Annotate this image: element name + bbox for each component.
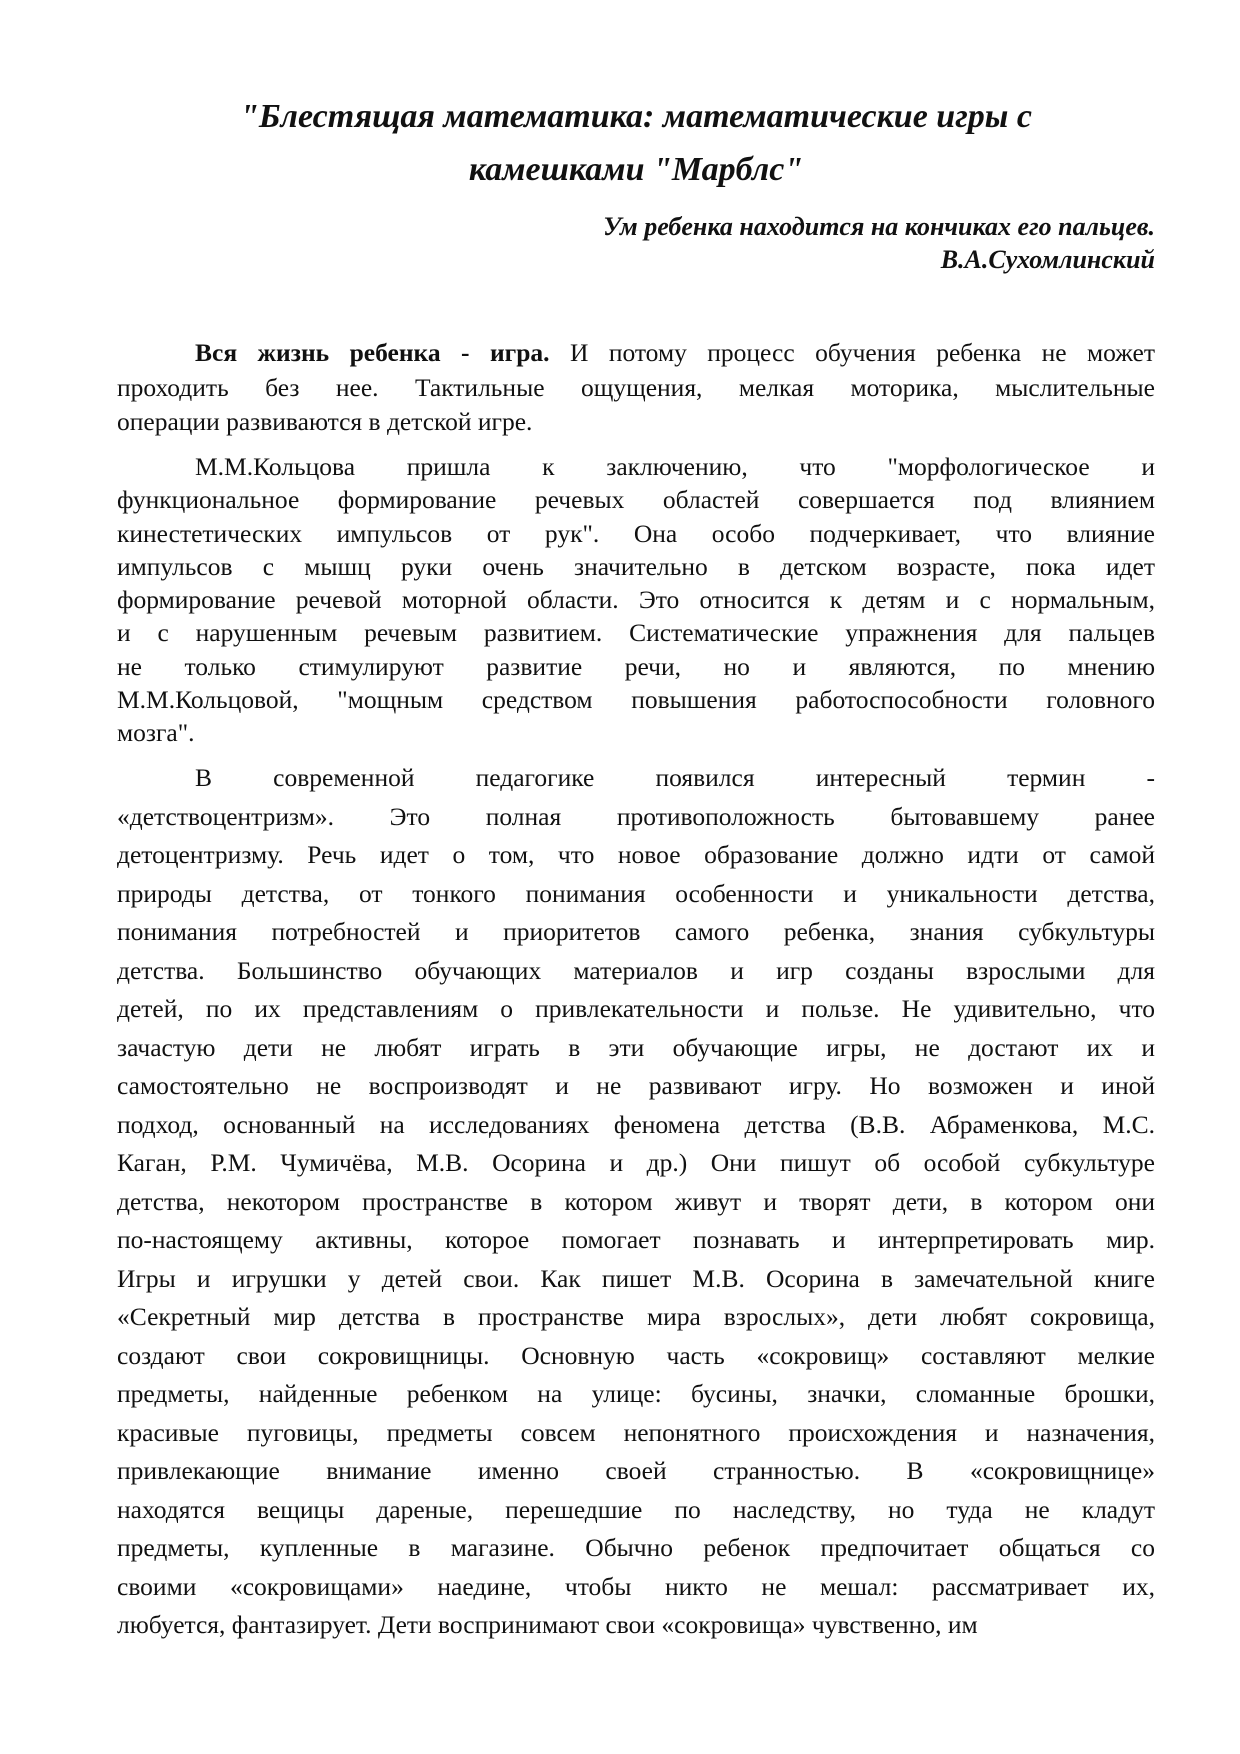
line-text: не только стимулируют развитие речи, но и являются, по мнению: [117, 651, 1155, 681]
text-line: [117, 1298, 1155, 1337]
bold-lead-text: Вся жизнь ребенка - игра.: [195, 338, 550, 367]
line-text: подход, основанный на исследованиях феномена детства (В.В. Абраменкова, М.С.: [117, 1109, 1155, 1139]
line-text: своими «сокровищами» наедине, чтобы никто не мешал: рассматривает их,: [117, 1571, 1155, 1601]
text-line: [117, 875, 1155, 914]
line-text: предметы, купленные в магазине. Обычно ребенок предпочитает общаться со: [117, 1533, 1155, 1562]
text-line: [117, 836, 1155, 875]
line-text: «детствоцентризм». Это полная противоположность бытовавшему ранее: [117, 801, 1155, 831]
text-line: [117, 405, 1155, 440]
text-line: [117, 583, 1155, 616]
line-text: по-настоящему активны, которое помогает познавать и интерпретировать мир.: [117, 1225, 1155, 1254]
line-text: любуется, фантазирует. Дети воспринимают свои «сокровища» чувственно, им: [117, 1610, 978, 1639]
document-title: [117, 90, 1155, 196]
text-line: [117, 517, 1155, 550]
text-line: [117, 1221, 1155, 1260]
line-text: И потому процесс обучения ребенка не может: [549, 338, 1156, 367]
line-text: детства, некотором пространстве в котором живут и творят дети, в котором они: [117, 1186, 1155, 1216]
text-line: [117, 1144, 1155, 1183]
text-line: [117, 1414, 1155, 1453]
text-line: [117, 1106, 1155, 1145]
title-line-2: камешками "Марблс": [468, 151, 804, 188]
epigraph-author: В.А.Сухомлинский: [940, 245, 1155, 274]
text-line: [117, 1375, 1155, 1414]
line-text: Каган, Р.М. Чумичёва, М.В. Осорина и др.) Они пишут об особой субкультуре: [117, 1148, 1155, 1177]
paragraph-3: [117, 759, 1155, 1645]
paragraph-1: [117, 336, 1155, 440]
text-line: [117, 550, 1155, 583]
line-text: понимания потребностей и приоритетов самого ребенка, знания субкультуры: [117, 917, 1155, 946]
text-line: [117, 1337, 1155, 1376]
line-text: операции развиваются в детской игре.: [117, 407, 533, 437]
line-text: и с нарушенным речевым развитием. Систематические упражнения для пальцев: [117, 618, 1155, 648]
line-text: «Секретный мир детства в пространстве мира взрослых», дети любят сокровища,: [117, 1302, 1155, 1331]
line-text: кинестетических импульсов от рук". Она особо подчеркивает, что влияние: [117, 518, 1155, 548]
title-line-1: "Блестящая математика: математические игры с: [240, 98, 1032, 135]
text-line: [117, 650, 1155, 683]
text-line: [117, 990, 1155, 1029]
line-text: находятся вещицы дареные, перешедшие по наследству, но туда не кладут: [117, 1494, 1155, 1524]
line-text: Игры и игрушки у детей свои. Как пишет М.В. Осорина в замечательной книге: [117, 1263, 1155, 1293]
text-line: [117, 1452, 1155, 1491]
text-line: [117, 952, 1155, 991]
text-line: [117, 1067, 1155, 1106]
line-text: зачастую дети не любят играть в эти обучающие игры, не достают их и: [117, 1032, 1155, 1062]
epigraph: [117, 210, 1155, 276]
line-text: функциональное формирование речевых областей совершается под влиянием: [117, 485, 1155, 515]
text-line: [117, 1491, 1155, 1530]
epigraph-quote: Ум ребенка находится на кончиках его пальцев.: [603, 212, 1155, 241]
text-line: [117, 450, 1155, 483]
text-line: [117, 371, 1155, 406]
text-line: [117, 759, 1155, 798]
text-line: [117, 1029, 1155, 1068]
text-line: [117, 683, 1155, 716]
line-text: самостоятельно не воспроизводят и не развивают игру. Но возможен и иной: [117, 1071, 1155, 1100]
line-text: создают свои сокровищницы. Основную часть «сокровищ» составляют мелкие: [117, 1340, 1155, 1370]
line-text: мозга".: [117, 718, 195, 748]
paragraph-2: [117, 450, 1155, 750]
line-text: детоцентризму. Речь идет о том, что новое образование должно идти от самой: [117, 840, 1155, 869]
text-line: [117, 1183, 1155, 1222]
text-line: [117, 1568, 1155, 1607]
line-text: детей, по их представлениям о привлекательности и пользе. Не удивительно, что: [117, 994, 1155, 1023]
line-text: красивые пуговицы, предметы совсем непонятного происхождения и назначения,: [117, 1417, 1155, 1447]
line-text: формирование речевой моторной области. Это относится к детям и с нормальным,: [117, 585, 1155, 615]
line-text: М.М.Кольцова пришла к заключению, что "морфологическое и: [195, 452, 1155, 481]
text-line: [117, 1529, 1155, 1568]
text-line: [117, 616, 1155, 649]
line-text: природы детства, от тонкого понимания особенности и уникальности детства,: [117, 878, 1155, 908]
text-line: [117, 1260, 1155, 1299]
line-text: импульсов с мышц руки очень значительно в детском возрасте, пока идет: [117, 551, 1155, 581]
line-text: В современной педагогике появился интересный термин -: [195, 763, 1155, 792]
text-line: [117, 913, 1155, 952]
text-line: [117, 798, 1155, 837]
line-text: проходить без нее. Тактильные ощущения, мелкая моторика, мыслительные: [117, 372, 1155, 402]
text-line: [117, 483, 1155, 516]
line-text: детства. Большинство обучающих материалов и игр созданы взрослыми для: [117, 955, 1155, 985]
text-line: [117, 336, 1155, 371]
line-text: привлекающие внимание именно своей странностью. В «сокровищнице»: [117, 1456, 1155, 1485]
line-text: предметы, найденные ребенком на улице: бусины, значки, сломанные брошки,: [117, 1379, 1155, 1408]
text-line: [117, 716, 1155, 749]
line-text: М.М.Кольцовой, "мощным средством повышения работоспособности головного: [117, 685, 1155, 715]
text-line: [117, 1606, 1155, 1645]
